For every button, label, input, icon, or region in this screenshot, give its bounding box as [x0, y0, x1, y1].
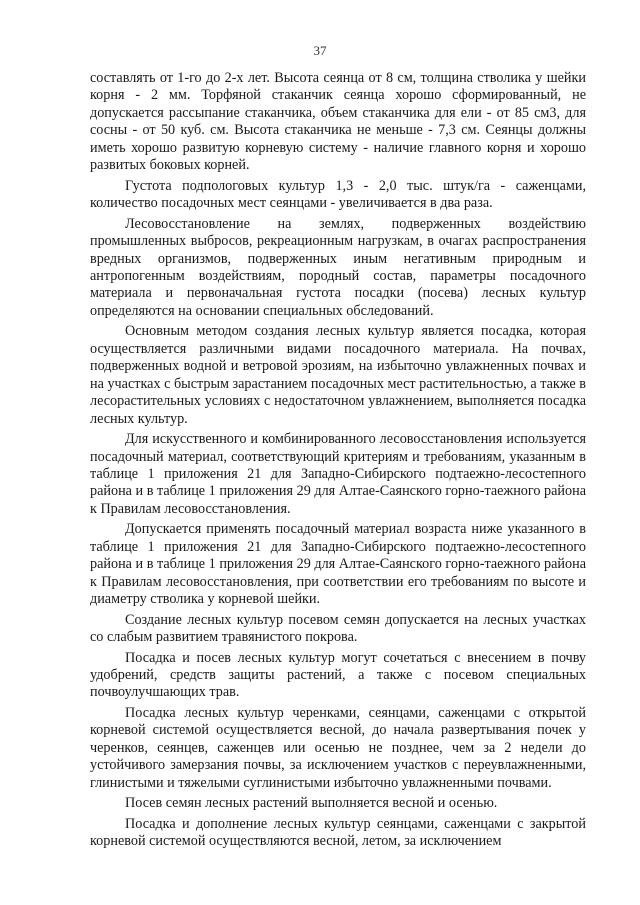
paragraph-11: Посадка и дополнение лесных культур сеянцами, саженцами с закрытой корневой системой осуществляются весной, летом, за исключением: [90, 815, 586, 850]
page-number: 37: [313, 43, 327, 58]
paragraph-10: Посев семян лесных растений выполняется весной и осенью.: [125, 795, 498, 812]
paragraph-6: Допускается применять посадочный материал возраста ниже указанного в таблице 1 приложения 21 для Западно-Сибирского подтаежно-лесостепного района и в таблице 1 приложения 29 для Алтае-Саянского горно-таежного района к Правилам лесовосстановления, при соответствии его требованиям по высоте и диаметру стволика у корневой шейки.: [90, 521, 586, 608]
paragraph-2: Густота подпологовых культур 1,3 - 2,0 тыс. штук/га - саженцами, количество посадочных мест сеянцами - увеличивается в два раза.: [90, 177, 586, 212]
paragraph-1: составлять от 1-го до 2-х лет. Высота сеянца от 8 см, толщина стволика у шейки корня - 2 мм. Торфяной стаканчик сеянца хорошо сформированный, не допускается рассыпание стаканчика, объем стаканчика для ели - от 85 см3, для сосны - от 50 куб. см. Высота стаканчика не меньше - 7,3 см. Сеянцы должны иметь хорошо развитую корневую систему - наличие главного корня и хорошо развитых боковых корней.: [90, 70, 586, 174]
paragraph-5: Для искусственного и комбинированного лесовосстановления используется посадочный материал, соответствующий критериям и требованиям, указанным в таблице 1 приложения 21 для Западно-Сибирского подтаежно-лесостепного района и в таблице 1 приложения 29 для Алтае-Саянского горно-таежного района к Правилам лесовосстановления.: [90, 431, 586, 517]
paragraph-7: Создание лесных культур посевом семян допускается на лесных участках со слабым развитием травянистого покрова.: [90, 611, 586, 646]
paragraph-9: Посадка лесных культур черенками, сеянцами, саженцами с открытой корневой системой осуществляется весной, до начала развертывания почек у черенков, сеянцев, саженцев или осенью не позднее, чем за 2 недели до устойчивого замерзания почвы, за исключением участков с переувлажненными, глинистыми и тяжелыми суглинистыми избыточно увлажненными почвами.: [90, 704, 586, 791]
paragraph-8: Посадка и посев лесных культур могут сочетаться с внесением в почву удобрений, средств защиты растений, а также с посевом специальных почвоулучшающих трав.: [90, 649, 586, 701]
paragraph-3: Лесовосстановление на землях, подверженных воздействию промышленных выбросов, рекреационным нагрузкам, в очагах распространения вредных организмов, подверженных иным негативным природным и антропогенным воздействиям, породный состав, параметры посадочного материала и первоначальная густота посадки (посева) лесных культур определяются на основании специальных обследований.: [90, 215, 586, 319]
paragraph-4: Основным методом создания лесных культур является посадка, которая осуществляется различными видами посадочного материала. На почвах, подверженных водной и ветровой эрозиям, на избыточно увлажненных почвах и на участках с быстрым зарастанием посадочных мест растительностью, а также в лесорастительных условиях с недостаточном увлажнением, выполняется посадка лесных культур.: [90, 323, 586, 427]
document-body: [90, 70, 586, 853]
